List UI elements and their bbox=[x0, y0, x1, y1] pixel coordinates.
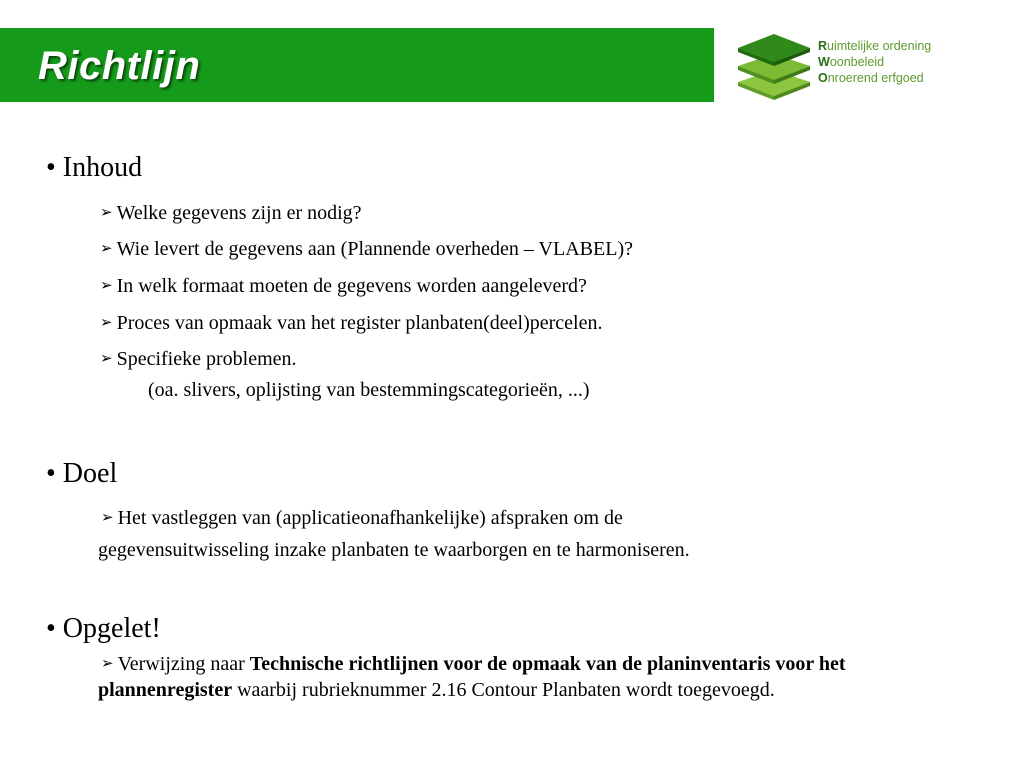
list-item: ➢ Wie levert de gegevens aan (Plannende overheden – VLABEL)? bbox=[100, 238, 633, 260]
list-item: ➢ Specifieke problemen. bbox=[100, 348, 297, 370]
logo-line-1: Ruimtelijke ordening bbox=[818, 39, 932, 53]
doel-paragraph: ➢ Het vastleggen van (applicatieonafhankelijke) afspraken om de gegevensuitwisseling inzake planbaten te waarborgen en te harmoniseren. bbox=[98, 507, 690, 561]
logo-line-3: Onroerend erfgoed bbox=[818, 71, 924, 85]
arrow-bullet-icon: ➢ bbox=[100, 239, 113, 257]
list-item: ➢ Proces van opmaak van het register planbaten(deel)percelen. bbox=[100, 312, 603, 334]
document-reference: Technische richtlijnen voor de opmaak van de planinventaris voor het plannenregister bbox=[98, 653, 846, 701]
arrow-bullet-icon: ➢ bbox=[100, 276, 113, 294]
list-item: ➢ Welke gegevens zijn er nodig? bbox=[100, 202, 362, 224]
section-heading-doel: • Doel bbox=[46, 458, 118, 489]
section-heading-inhoud: • Inhoud bbox=[46, 152, 143, 183]
arrow-bullet-icon: ➢ bbox=[100, 313, 113, 331]
page-title: Richtlijn bbox=[38, 44, 201, 88]
arrow-bullet-icon: ➢ bbox=[101, 508, 114, 526]
arrow-bullet-icon: ➢ bbox=[101, 654, 114, 672]
list-item-continuation: (oa. slivers, oplijsting van bestemmingscategorieën, ...) bbox=[148, 379, 590, 401]
logo-line-2: Woonbeleid bbox=[818, 55, 885, 69]
list-item: ➢ In welk formaat moeten de gegevens worden aangeleverd? bbox=[100, 275, 587, 297]
opgelet-paragraph: ➢ Verwijzing naar Technische richtlijnen voor de opmaak van de planinventaris voor het plannenregister waarbij rubrieknummer 2.16 Contour Planbaten wordt toegevoegd. bbox=[98, 653, 846, 701]
arrow-bullet-icon: ➢ bbox=[100, 349, 113, 367]
arrow-bullet-icon: ➢ bbox=[100, 203, 113, 221]
section-heading-opgelet: • Opgelet! bbox=[46, 613, 161, 644]
